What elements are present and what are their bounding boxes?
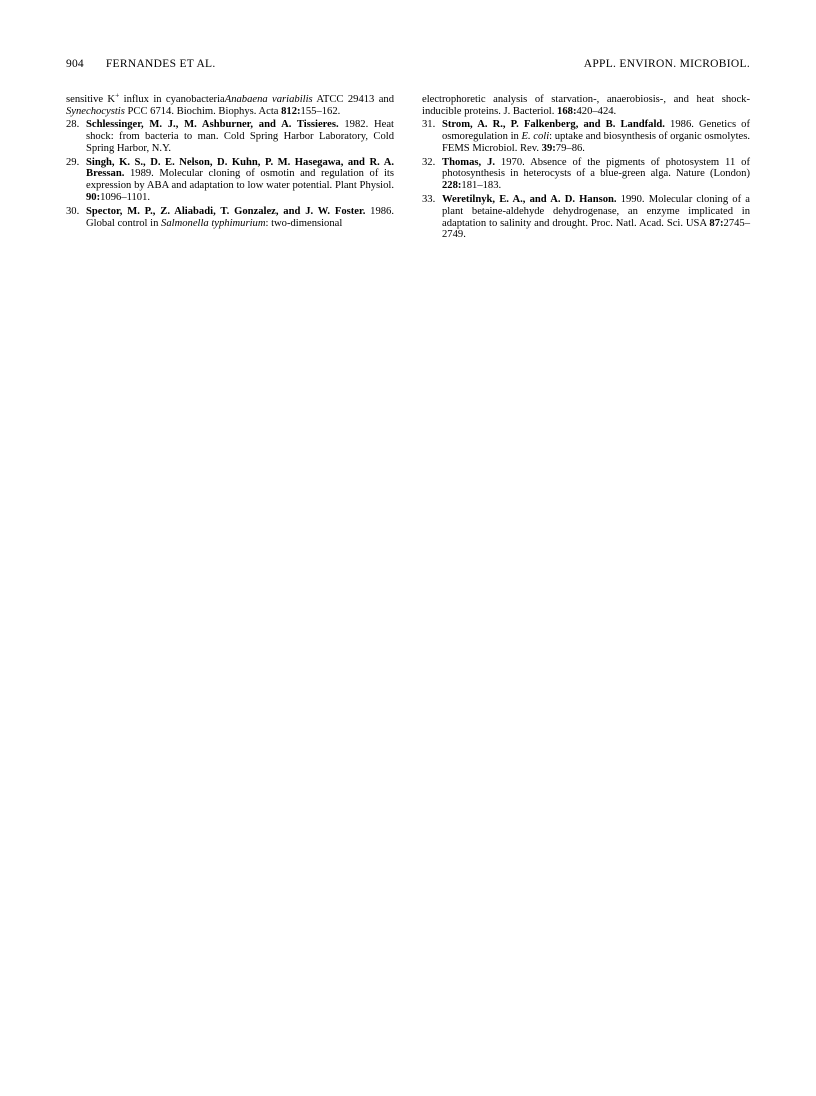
reference-italic-species: Salmonella typhimurium	[161, 217, 266, 229]
reference-item	[66, 119, 394, 155]
continued-volume: 168:	[557, 105, 577, 117]
page-header	[66, 58, 750, 74]
reference-text	[442, 157, 750, 193]
reference-volume: 39:	[541, 143, 556, 155]
continued-reference-left	[66, 90, 394, 118]
continued-text-mid2: ATCC 29413 and	[312, 94, 394, 105]
reference-text	[442, 194, 750, 242]
reference-item	[422, 157, 750, 193]
reference-text	[442, 119, 750, 155]
reference-rest: 1982. Heat shock: from bacteria to man. Cold Spring Harbor Laboratory, Cold Spring Harbor, N.Y.	[86, 119, 394, 155]
reference-number: 30.	[66, 205, 80, 217]
page-number: 904	[66, 58, 84, 70]
reference-text	[86, 206, 394, 230]
continued-pages: 420–424.	[576, 105, 617, 117]
continued-reference-right	[422, 94, 750, 118]
reference-item	[66, 206, 394, 230]
reference-rest: 1990. Molecular cloning of a plant betaine-aldehyde dehydrogenase, an enzyme implicated in adaptation to salinity and drought. Proc. Natl. Acad. Sci. USA	[442, 193, 750, 229]
reference-rest: 1989. Molecular cloning of osmotin and regulation of its expression by ABA and adaptation to low water potential. Plant Physiol.	[86, 168, 394, 192]
continued-text-prefix: sensitive K	[66, 94, 116, 105]
running-title: FERNANDES ET AL.	[105, 58, 216, 70]
reference-item	[66, 157, 394, 205]
reference-columns	[66, 90, 751, 243]
reference-item	[422, 194, 750, 242]
reference-authors: Strom, A. R., P. Falkenberg, and B. Landfald.	[442, 119, 665, 131]
continued-italic-species-2: Synechocystis	[66, 105, 125, 117]
reference-italic-species: E. coli	[521, 131, 550, 143]
reference-authors: Singh, K. S., D. E. Nelson, D. Kuhn, P. M. Hasegawa, and R. A. Bressan.	[86, 156, 394, 180]
continued-pages: 155–162.	[300, 105, 341, 117]
reference-rest2: : uptake and biosynthesis of organic osmolytes. FEMS Microbiol. Rev.	[442, 131, 751, 155]
header-left	[66, 58, 216, 70]
reference-text	[86, 157, 394, 205]
reference-volume: 87:	[709, 217, 724, 229]
reference-rest: 1986. Genetics of osmoregulation in	[442, 119, 750, 143]
left-column	[66, 90, 395, 243]
reference-authors: Spector, M. P., Z. Aliabadi, T. Gonzalez, and J. W. Foster.	[86, 205, 366, 217]
continued-superscript: +	[115, 90, 120, 100]
reference-volume: 90:	[86, 192, 101, 204]
reference-pages: 79–86.	[555, 143, 585, 155]
reference-rest: 1970. Absence of the pigments of photosystem 11 of photosynthesis in heterocysts of a blue-green alga. Nature (London)	[442, 156, 750, 180]
continued-text-mid3: PCC 6714. Biochim. Biophys. Acta	[124, 105, 282, 117]
reference-pages: 1096–1101.	[100, 192, 151, 204]
continued-text: electrophoretic analysis of starvation-, anaerobiosis-, and heat shock-inducible proteins. J. Bacteriol.	[422, 94, 750, 117]
reference-authors: Weretilnyk, E. A., and A. D. Hanson.	[442, 193, 617, 205]
reference-pages: 181–183.	[461, 180, 502, 192]
continued-text-mid: influx in cyanobacteria	[119, 94, 225, 105]
reference-pages: 2745–2749.	[442, 217, 750, 241]
reference-number: 31.	[422, 119, 436, 131]
reference-rest: 1986. Global control in	[86, 205, 395, 229]
reference-volume: 228:	[442, 180, 462, 192]
reference-rest2: : two-dimensional	[265, 217, 343, 229]
reference-text	[86, 119, 394, 155]
reference-number: 33.	[422, 193, 436, 205]
reference-authors: Schlessinger, M. J., M. Ashburner, and A. Tissieres.	[86, 119, 339, 131]
reference-authors: Thomas, J.	[442, 156, 496, 168]
right-column	[422, 94, 750, 243]
journal-name: APPL. ENVIRON. MICROBIOL.	[583, 58, 750, 70]
reference-number: 29.	[66, 156, 80, 168]
continued-volume: 812:	[281, 105, 301, 117]
continued-italic-species-1: Anabaena variabilis	[224, 94, 313, 105]
reference-number: 32.	[422, 156, 436, 168]
reference-item	[422, 119, 750, 155]
reference-number: 28.	[66, 119, 80, 131]
